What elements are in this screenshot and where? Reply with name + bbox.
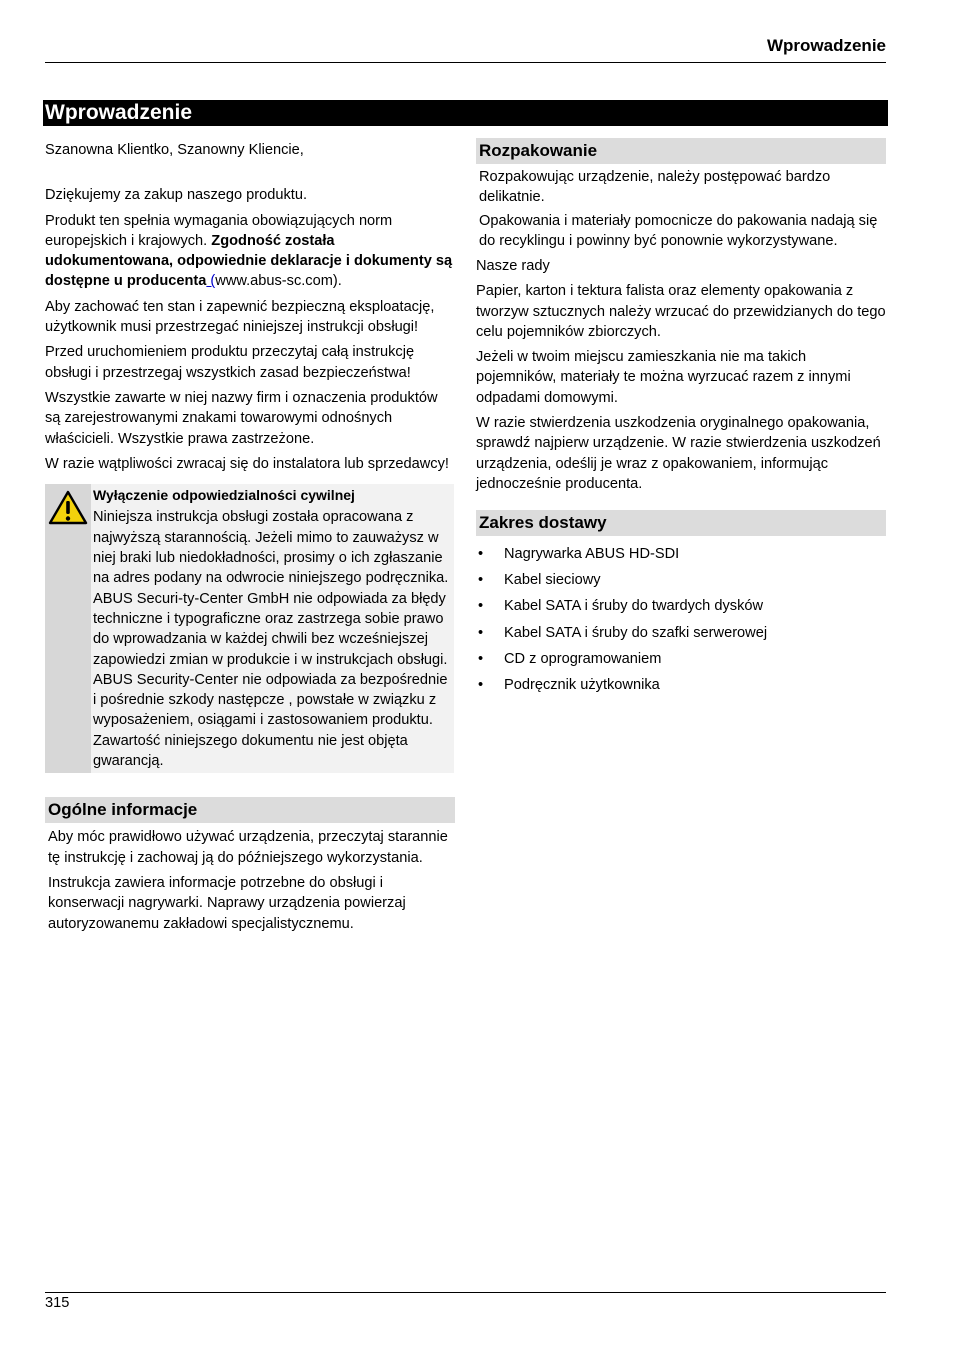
header-rule [45,62,886,63]
warning-triangle-icon [48,490,88,526]
list-item: • Kabel SATA i śruby do twardych dysków [476,596,886,616]
conformity-bold-text: Zgodność została udokumentowana, odpowiednie deklaracje i dokumenty są dostępne u producenta [45,232,453,290]
list-item: • Podręcznik użytkownika [476,675,886,695]
conformity-text: Produkt ten spełnia wymagania obowiązujących norm europejskich i krajowych. [45,212,393,249]
warning-icon-cell [45,484,91,773]
trademark-paragraph: Wszystkie zawarte w niej nazwy firm i oznaczenia produktów są zarejestrowanymi znakami towarowymi odnośnych właścicieli. Wszystkie prawa zastrzeżone. [45,389,438,447]
general-info-paragraph-2: Instrukcja zawiera informacje potrzebne do obsługi i konserwacji nagrywarki. Naprawy urządzenia powierzaj autoryzowanemu zakładowi specjalistycznemu. [48,874,406,932]
unpacking-paragraph-1: Rozpakowując urządzenie, należy postępować bardzo delikatnie. [479,169,831,205]
list-item: • Kabel sieciowy [476,570,886,590]
producer-url: www.abus-sc.com). [215,273,342,290]
read-manual-paragraph: Przed uruchomieniem produktu przeczytaj całą instrukcję obsługi i przestrzegaj wszystkich zasad bezpieczeństwa! [45,344,415,381]
list-item: • Kabel SATA i śruby do szafki serwerowej [476,623,886,643]
footer-rule [45,1292,886,1293]
delivery-list [476,544,886,695]
general-info-paragraph-1: Aby móc prawidłowo używać urządzenia, przeczytaj starannie tę instrukcję i zachowaj ją do późniejszego wykorzystania. [48,829,448,866]
our-tips-label: Nasze rady [476,258,550,274]
unpacking-paragraph-6: W razie stwierdzenia uszkodzenia oryginalnego opakowania, sprawdź najpierw urządzenie. W razie stwierdzenia uszkodzeń urządzenia, odeślij je wraz z opakowaniem, informując jednocześnie producenta. [476,415,881,492]
page-title: Wprowadzenie [43,100,888,126]
greeting: Szanowna Klientko, Szanowny Kliencie, [45,142,304,158]
unpacking-paragraph-4: Papier, karton i tektura falista oraz elementy opakowania z tworzyw sztucznych należy wrzucać do przewidzianych do tego celu pojemników zbiorczych. [476,283,886,340]
left-column [45,140,455,939]
liability-disclaimer-box [45,484,454,773]
conformity-paragraph [45,211,455,292]
unpacking-paragraph-2: Opakowania i materiały pomocnicze do pakowania nadają się do recyklingu i powinny być ponownie wykorzystywane. [479,213,878,249]
general-info-heading: Ogólne informacje [45,797,455,823]
contact-installer-paragraph: W razie wątpliwości zwracaj się do instalatora lub sprzedawcy! [45,455,449,472]
unpacking-paragraph-5: Jeżeli w twoim miejscu zamieszkania nie ma takich pojemników, materiały te można wyrzucać razem z innymi odpadami domowymi. [476,349,851,406]
running-header: Wprowadzenie [766,36,886,55]
list-item: • Nagrywarka ABUS HD-SDI [476,544,886,564]
unpacking-heading: Rozpakowanie [476,138,886,164]
producer-link[interactable]: ( [206,273,216,290]
list-item: • CD z oprogramowaniem [476,649,886,669]
warning-title: Wyłączenie odpowiedzialności cywilnej [93,487,355,504]
safety-paragraph: Aby zachować ten stan i zapewnić bezpieczną eksploatację, użytkownik musi przestrzegać niniejszej instrukcji obsługi! [45,298,435,336]
warning-text-cell [91,484,454,773]
warning-body: Niniejsza instrukcja obsługi została opracowana z najwyższą starannością. Jeżeli mimo to zauważysz w niej braki lub niedokładności, prosimy o ich zgłaszanie na adres podany na odwrocie niniejszego podręcznika. ABUS Securi-ty-Center GmbH nie odpowiada za błędy techniczne i typograficzne oraz zastrzega sobie prawo do wprowadzania w każdej chwili bez wcześniejszej zapowiedzi zmian w produkcie i w instrukcjach obsługi. ABUS Security-Center nie odpowiada za bezpośrednie i pośrednie szkody następcze , powstałe w związku z wyposażeniem, osiągami i zastosowaniem produktu. Zawartość niniejszego dokumentu nie jest objęta gwarancją. [93,509,449,770]
page-number: 315 [45,1295,70,1311]
delivery-scope-heading: Zakres dostawy [476,510,886,536]
thanks-paragraph: Dziękujemy za zakup naszego produktu. [45,187,308,204]
right-column [476,138,886,701]
